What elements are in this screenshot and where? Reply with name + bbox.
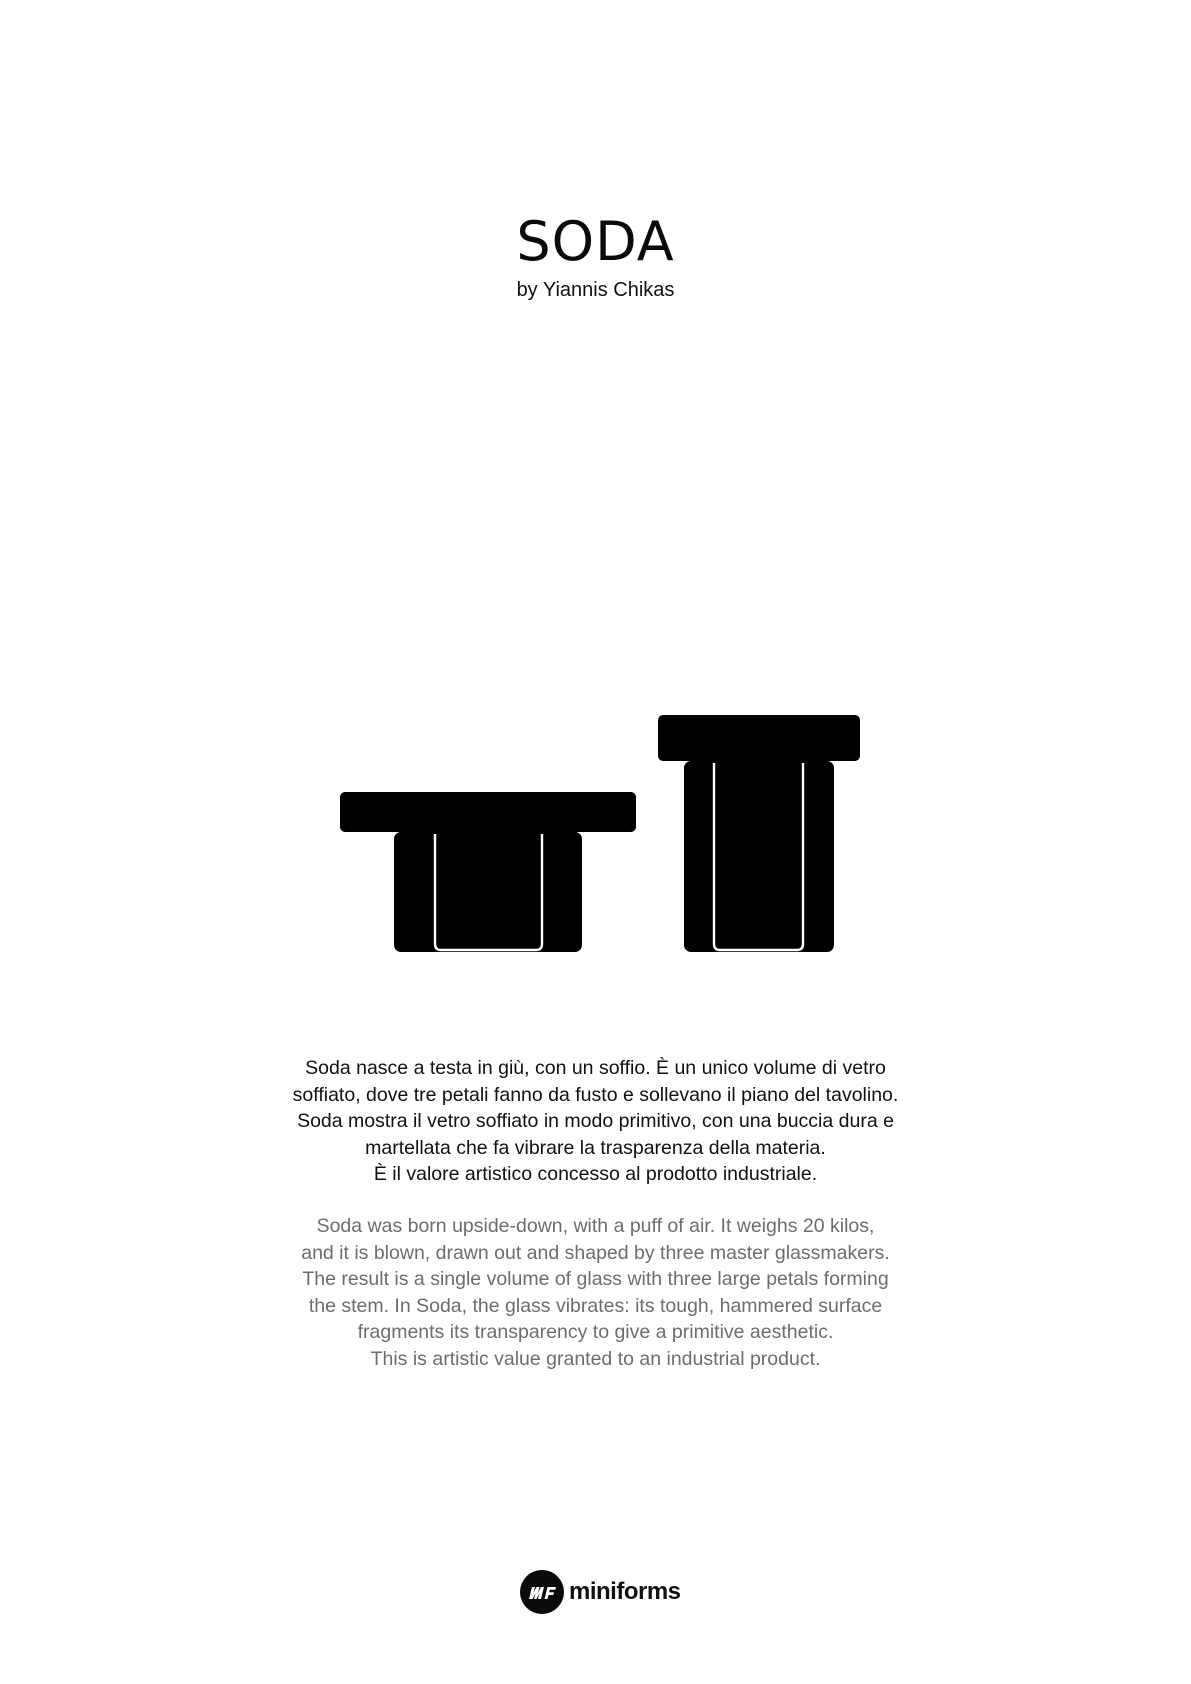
low-table-icon [340,792,636,952]
description-line: and it is blown, drawn out and shaped by three master glassmakers. [301,1241,890,1264]
description-english [0,1213,1191,1372]
description-line: the stem. In Soda, the glass vibrates: its tough, hammered surface [308,1294,883,1317]
description-line: Soda mostra il vetro soffiato in modo primitivo, con una buccia dura e [297,1110,894,1132]
tall-table-icon [658,715,860,952]
miniforms-logo-icon [520,1570,564,1614]
description-line: martellata che fa vibrare la trasparenza della materia. [365,1136,826,1159]
side-tables-silhouette-icon [0,700,1191,960]
description-italian [0,1055,1191,1188]
page-title: SODA [516,210,675,273]
description-line: The result is a single volume of glass with three large petals forming [302,1268,889,1290]
description-line: È il valore artistico concesso al prodotto industriale. [373,1163,818,1185]
description-line: This is artistic value granted to an industrial product. [370,1347,821,1370]
description-line: Soda nasce a testa in giù, con un soffio. È un unico volume di vetro [305,1057,886,1079]
designer-credit: by Yiannis Chikas [516,279,675,301]
description-line: Soda was born upside-down, with a puff of air. It weighs 20 kilos, [316,1215,875,1237]
description-line: soffiato, dove tre petali fanno da fusto e sollevano il piano del tavolino. [292,1083,899,1106]
brand-logo [520,1568,681,1616]
brand-name: miniforms [569,1578,681,1605]
description-line: fragments its transparency to give a primitive aesthetic. [357,1321,834,1343]
page-header [0,212,1191,302]
